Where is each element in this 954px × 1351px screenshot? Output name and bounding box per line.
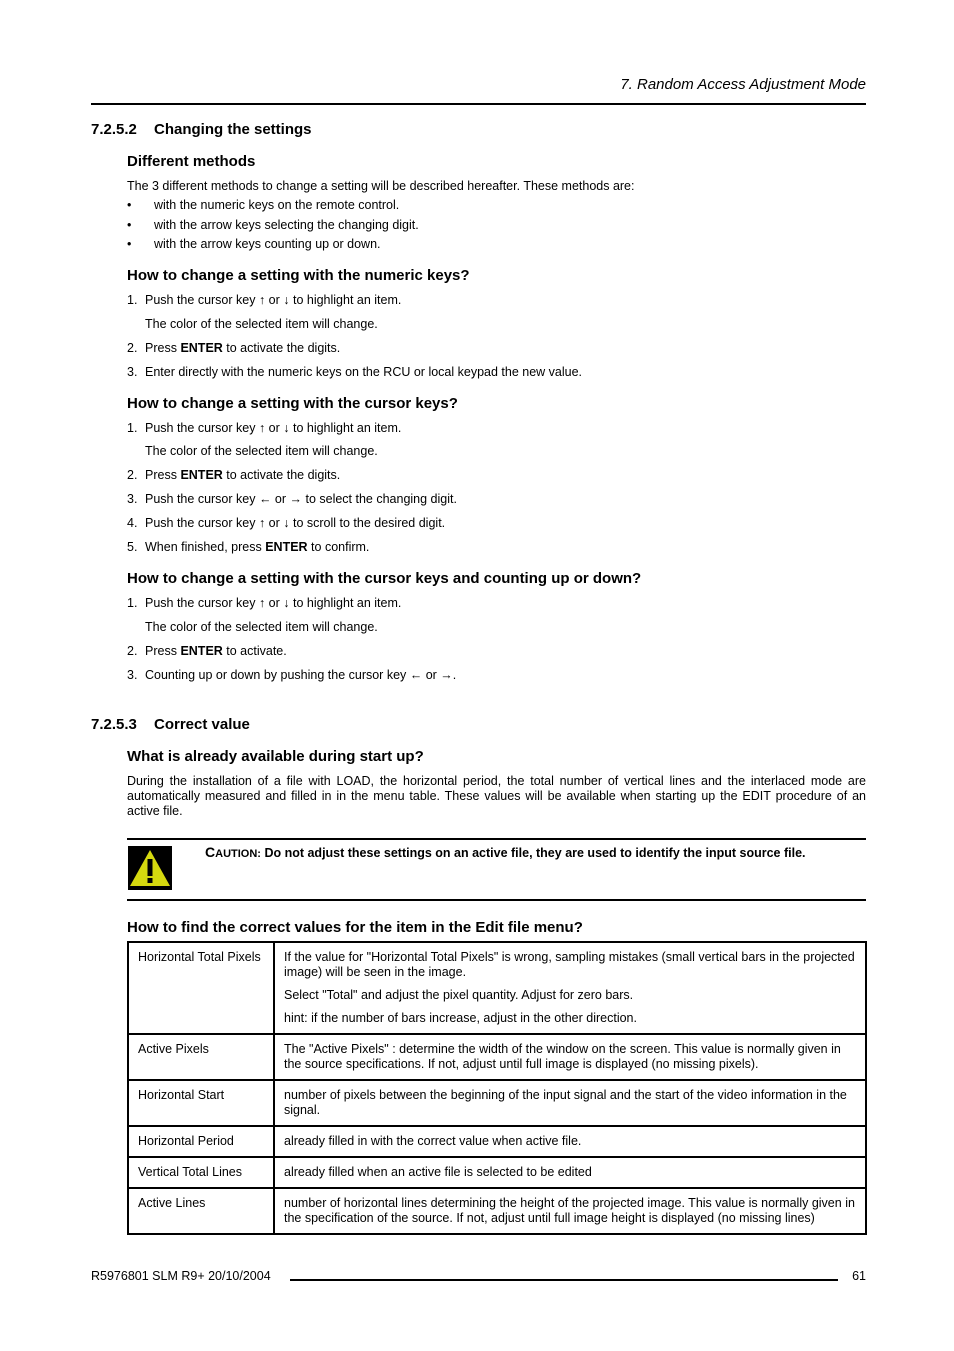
section-title: Correct value [154, 716, 250, 733]
step-text: Enter directly with the numeric keys on the RCU or local keypad the new value. [145, 365, 583, 379]
caution-message: Do not adjust these settings on an active file, they are used to identify the input source file. [264, 846, 806, 860]
step-text-part: Press [145, 341, 181, 355]
step-text-part: When finished, press [145, 540, 266, 554]
section-heading-correct-value [91, 716, 250, 733]
key-name: ENTER [180, 341, 223, 355]
description-cell: number of pixels between the beginning of the input signal and the start of the video information in the signal. [274, 1080, 866, 1126]
section-number: 7.2.5.3 [91, 716, 137, 733]
step-text: Push the cursor key ↑ or ↓ to highlight an item. [145, 421, 402, 435]
step-text-part: Press [145, 644, 181, 658]
subheading-different-methods: Different methods [127, 153, 256, 170]
bullet-item: with the arrow keys counting up or down. [154, 237, 381, 251]
key-name: ENTER [180, 644, 223, 658]
key-name: ENTER [265, 540, 308, 554]
key-name: ENTER [180, 468, 223, 482]
subheading-numeric-keys: How to change a setting with the numeric keys? [127, 267, 470, 284]
description-cell: number of horizontal lines determining the height of the projected image. This value is normally given in the specification of the source. If not, adjust until full image height is displayed (no missing lines) [274, 1188, 866, 1234]
step-note: The color of the selected item will change. [145, 317, 378, 331]
step-text: Counting up or down by pushing the cursor key ← or →. [145, 668, 457, 682]
step-text-part: to activate. [222, 644, 287, 658]
description-cell: already filled in with the correct value when active file. [274, 1126, 866, 1157]
step-text [145, 341, 340, 355]
step-text [145, 468, 340, 482]
step-number: 1. [127, 293, 138, 307]
bullet-item: with the arrow keys selecting the changing digit. [154, 218, 419, 232]
footer-rule [290, 1279, 838, 1281]
bullet-icon: • [127, 237, 132, 251]
item-cell: Active Lines [128, 1188, 274, 1234]
step-number: 3. [127, 365, 138, 379]
item-cell: Horizontal Total Pixels [128, 942, 274, 1034]
table-row [128, 1157, 866, 1188]
step-text-part: to confirm. [307, 540, 370, 554]
table-row [128, 1126, 866, 1157]
step-number: 1. [127, 596, 138, 610]
step-number: 3. [127, 492, 138, 506]
bullet-icon: • [127, 218, 132, 232]
table-row [128, 1034, 866, 1080]
step-number: 5. [127, 540, 138, 554]
item-cell: Active Pixels [128, 1034, 274, 1080]
step-text [145, 540, 369, 554]
table-row [128, 942, 866, 1034]
caution-text [205, 844, 806, 860]
item-cell: Horizontal Start [128, 1080, 274, 1126]
step-number: 3. [127, 668, 138, 682]
caution-bottom-rule [127, 899, 866, 901]
description-text: hint: if the number of bars increase, adjust in the other direction. [284, 1011, 637, 1025]
caution-top-rule [127, 838, 866, 840]
step-number: 1. [127, 421, 138, 435]
subheading-edit-file-menu: How to find the correct values for the item in the Edit file menu? [127, 919, 583, 936]
step-text: Push the cursor key ↑ or ↓ to scroll to the desired digit. [145, 516, 446, 530]
section-title: Changing the settings [154, 121, 312, 138]
table-row [128, 1080, 866, 1126]
section-number: 7.2.5.2 [91, 121, 137, 138]
step-number: 4. [127, 516, 138, 530]
warning-triangle-icon [128, 846, 172, 890]
header-rule [91, 103, 866, 105]
description-text: Select "Total" and adjust the pixel quantity. Adjust for zero bars. [284, 988, 634, 1002]
step-text: Push the cursor key ↑ or ↓ to highlight an item. [145, 596, 402, 610]
subheading-counting: How to change a setting with the cursor keys and counting up or down? [127, 570, 642, 587]
intro-text: The 3 different methods to change a setting will be described hereafter. These methods are: [127, 179, 635, 193]
subheading-cursor-keys: How to change a setting with the cursor keys? [127, 395, 458, 412]
footer-reference: R5976801 SLM R9+ 20/10/2004 [91, 1269, 271, 1283]
caution-label-initial: C [205, 844, 216, 860]
chapter-title: 7. Random Access Adjustment Mode [620, 76, 866, 93]
description-text: If the value for "Horizontal Total Pixels" is wrong, sampling mistakes (small vertical bars in the projected image) will be seen in the image. [284, 950, 855, 979]
step-text-part: Press [145, 468, 181, 482]
warning-icon [128, 846, 172, 890]
description-cell: The "Active Pixels" : determine the width of the window on the screen. This value is normally given in the source specifications. If not, adjust until full image is displayed (no missing pixels). [274, 1034, 866, 1080]
page-number: 61 [852, 1269, 866, 1283]
step-number: 2. [127, 644, 138, 658]
bullet-icon: • [127, 198, 132, 212]
step-text-part: to activate the digits. [222, 341, 341, 355]
step-text: Push the cursor key ← or → to select the changing digit. [145, 492, 457, 506]
step-text [145, 644, 287, 658]
step-text-part: to activate the digits. [222, 468, 341, 482]
step-note: The color of the selected item will change. [145, 620, 378, 634]
step-text: Push the cursor key ↑ or ↓ to highlight an item. [145, 293, 402, 307]
caution-label: AUTION: [215, 848, 261, 860]
description-cell: already filled when an active file is selected to be edited [274, 1157, 866, 1188]
section-heading-changing-settings [91, 121, 312, 138]
description-cell [274, 942, 866, 1034]
subheading-start-up: What is already available during start up? [127, 748, 424, 765]
item-cell: Vertical Total Lines [128, 1157, 274, 1188]
step-number: 2. [127, 468, 138, 482]
table-row [128, 1188, 866, 1234]
step-number: 2. [127, 341, 138, 355]
start-up-paragraph: During the installation of a file with LOAD, the horizontal period, the total number of vertical lines and the interlaced mode are automatically measured and filled in in the menu table. These values will be available when starting up the EDIT procedure of an active file. [127, 774, 866, 818]
bullet-item: with the numeric keys on the remote control. [154, 198, 400, 212]
edit-file-menu-table [127, 941, 867, 1235]
step-note: The color of the selected item will change. [145, 444, 378, 458]
item-cell: Horizontal Period [128, 1126, 274, 1157]
